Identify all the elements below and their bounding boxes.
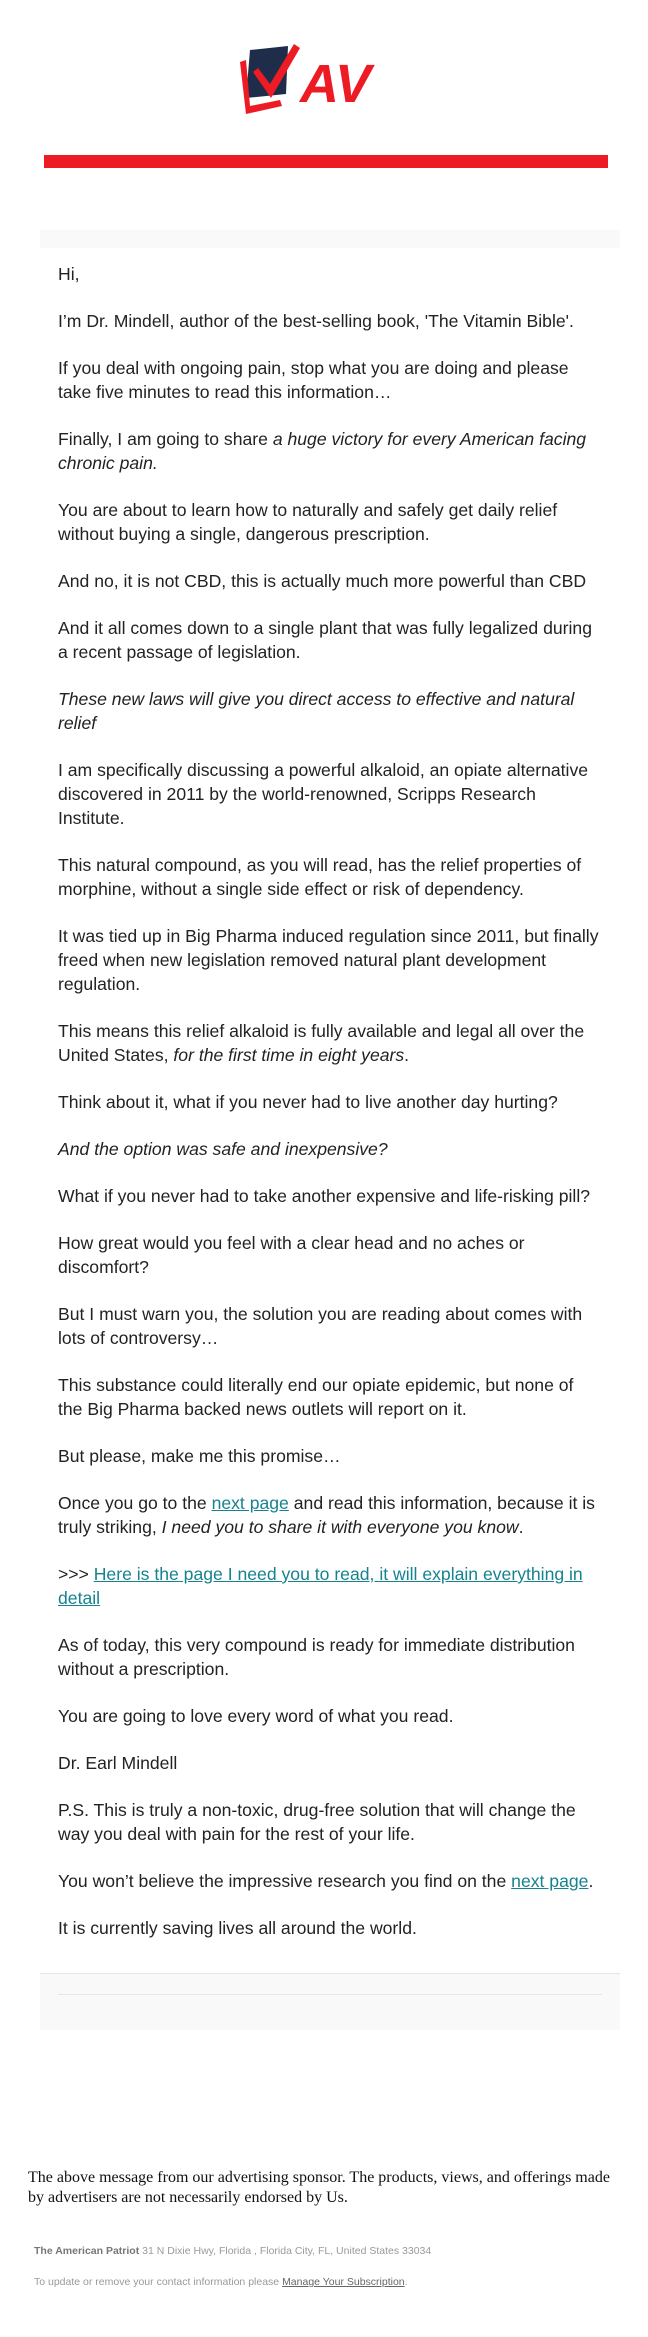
paragraph: Once you go to the next page and read this information, because it is truly striking, I need you to share it with everyone you know. <box>58 1493 595 1537</box>
paragraph: You are going to love every word of what you read. <box>58 1706 454 1726</box>
paragraph: But please, make me this promise… <box>58 1446 341 1466</box>
paragraph-emphasis: And the option was safe and inexpensive? <box>58 1139 388 1159</box>
emphasis: for the first time in eight years <box>173 1045 405 1065</box>
manage-subscription-link[interactable]: Manage Your Subscription <box>282 2276 405 2288</box>
paragraph: I am specifically discussing a powerful alkaloid, an opiate alternative discovered in 2011 by the world-renowned, Scripps Research Institute. <box>58 760 589 828</box>
emphasis: a huge victory for every American facing chronic pain. <box>58 429 587 473</box>
logo-text: AV <box>300 54 372 114</box>
header-red-bar <box>44 155 608 168</box>
email-body <box>40 248 620 1973</box>
av-logo <box>236 42 416 132</box>
read-page-link[interactable]: Here is the page I need you to read, it will explain everything in detail <box>58 1564 583 1608</box>
paragraph: As of today, this very compound is ready for immediate distribution without a prescription. <box>58 1635 575 1679</box>
paragraph-intro: I’m Dr. Mindell, author of the best-selling book, 'The Vitamin Bible'. <box>58 311 574 331</box>
paragraph: You won’t believe the impressive research you find on the next page. <box>58 1871 594 1891</box>
sponsor-disclaimer: The above message from our advertising sponsor. The products, views, and offerings made by advertisers are not necessarily endorsed by Us. <box>28 2169 610 2206</box>
paragraph-closing: It is currently saving lives all around the world. <box>58 1918 417 1938</box>
company-name: The American Patriot <box>34 2245 140 2257</box>
email-header <box>0 0 648 230</box>
emphasis: I need you to share it with everyone you know <box>161 1517 519 1537</box>
paragraph: What if you never had to take another expensive and life-risking pill? <box>58 1186 591 1206</box>
paragraph-emphasis: These new laws will give you direct access to effective and natural relief <box>58 689 575 733</box>
footer-manage: To update or remove your contact information please Manage Your Subscription. <box>34 2276 408 2288</box>
next-page-link[interactable]: next page <box>211 1493 289 1513</box>
paragraph: If you deal with ongoing pain, stop what you are doing and please take five minutes to read this information… <box>58 358 569 402</box>
paragraph: How great would you feel with a clear head and no aches or discomfort? <box>58 1233 525 1277</box>
paragraph: And no, it is not CBD, this is actually much more powerful than CBD <box>58 571 587 591</box>
paragraph: But I must warn you, the solution you are reading about comes with lots of controversy… <box>58 1304 583 1348</box>
paragraph: Think about it, what if you never had to live another day hurting? <box>58 1092 558 1112</box>
signature: Dr. Earl Mindell <box>58 1753 178 1773</box>
paragraph: This means this relief alkaloid is fully available and legal all over the United States, for the first time in eight years. <box>58 1021 585 1065</box>
postscript: P.S. This is truly a non-toxic, drug-free solution that will change the way you deal with pain for the rest of your life. <box>58 1800 576 1844</box>
paragraph: You are about to learn how to naturally and safely get daily relief without buying a single, dangerous prescription. <box>58 500 558 544</box>
greeting: Hi, <box>58 264 80 284</box>
card-footer-band <box>40 1973 620 2030</box>
divider <box>58 1994 602 1995</box>
footer-address: The American Patriot 31 N Dixie Hwy, Florida , Florida City, FL, United States 33034 <box>34 2245 432 2257</box>
paragraph: This natural compound, as you will read, has the relief properties of morphine, without a single side effect or risk of dependency. <box>58 855 582 899</box>
paragraph: This substance could literally end our opiate epidemic, but none of the Big Pharma backed news outlets will report on it. <box>58 1375 574 1419</box>
paragraph-cta: >>> Here is the page I need you to read, it will explain everything in detail <box>58 1564 583 1608</box>
card-top-band <box>40 230 620 248</box>
paragraph: It was tied up in Big Pharma induced regulation since 2011, but finally freed when new legislation removed natural plant development regulation. <box>58 926 599 994</box>
email-card <box>40 230 620 2030</box>
next-page-link[interactable]: next page <box>511 1871 589 1891</box>
paragraph: Finally, I am going to share a huge victory for every American facing chronic pain. <box>58 429 587 473</box>
paragraph: And it all comes down to a single plant that was fully legalized during a recent passage of legislation. <box>58 618 592 662</box>
